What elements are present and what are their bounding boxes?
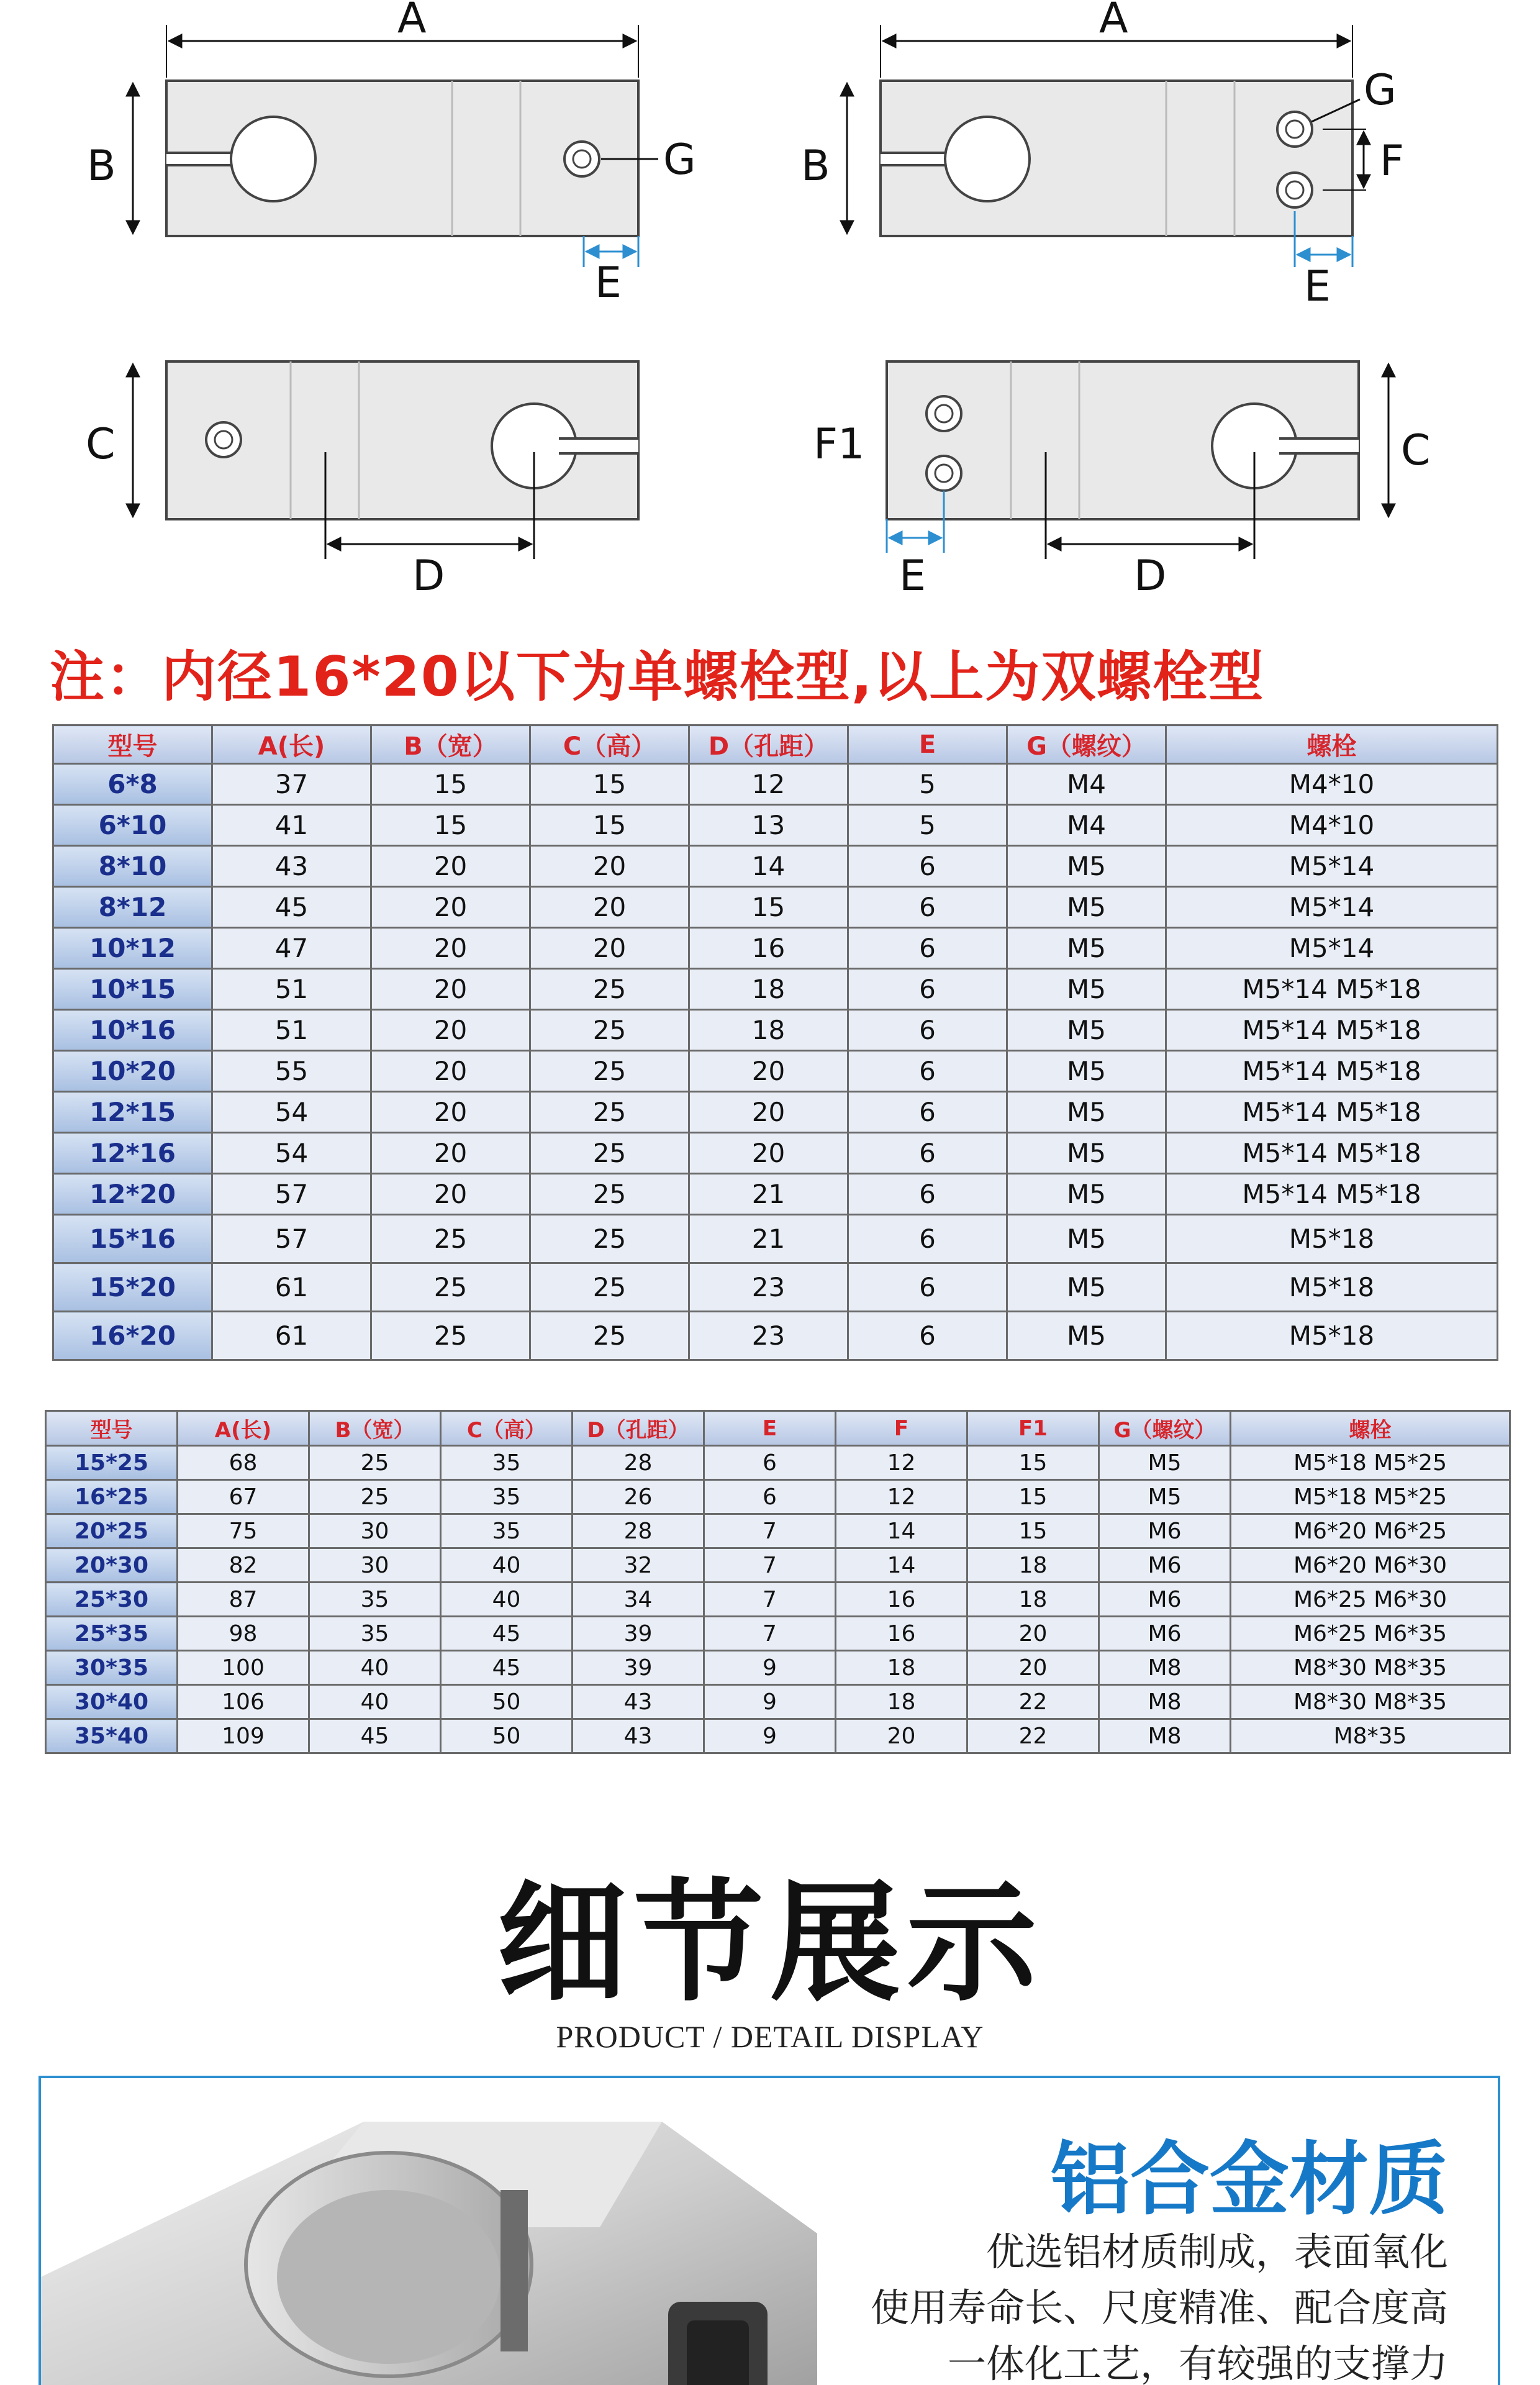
table-cell: 40	[309, 1651, 441, 1685]
table-cell: 6	[848, 846, 1007, 887]
model-cell: 8*12	[53, 887, 212, 928]
model-cell: 25*30	[46, 1583, 178, 1617]
model-cell: 6*8	[53, 764, 212, 805]
table-cell: M5	[1007, 1215, 1166, 1263]
feature-line-2: 使用寿命长、尺度精准、配合度高	[870, 2285, 1448, 2330]
table-cell: 25	[530, 1174, 689, 1215]
table-cell: M5*14 M5*18	[1166, 1010, 1498, 1051]
drawing-double-top	[801, 0, 1404, 311]
table-cell: 20	[371, 887, 530, 928]
detail-subtitle: PRODUCT / DETAIL DISPLAY	[556, 2019, 984, 2054]
table-row	[53, 1174, 1498, 1215]
table-row	[53, 928, 1498, 969]
table-cell: 35	[441, 1480, 573, 1514]
dim-label-d1: D	[412, 552, 445, 601]
table-cell: M6	[1099, 1514, 1231, 1548]
table-cell: M8	[1099, 1651, 1231, 1685]
table-cell: 87	[178, 1583, 309, 1617]
table-cell: 54	[212, 1092, 371, 1133]
model-cell: 10*16	[53, 1010, 212, 1051]
table-cell: M4*10	[1166, 805, 1498, 846]
table-cell: 35	[441, 1446, 573, 1480]
table-cell: 67	[178, 1480, 309, 1514]
table-row	[46, 1719, 1510, 1753]
table-cell: 18	[689, 1010, 848, 1051]
table-cell: 45	[212, 887, 371, 928]
model-cell: 12*15	[53, 1092, 212, 1133]
column-header: E	[704, 1411, 836, 1446]
table-cell: M8*30 M8*35	[1231, 1685, 1510, 1719]
table-cell: 6	[848, 1263, 1007, 1312]
table-header-row	[46, 1411, 1510, 1446]
table-cell: M5*18	[1166, 1215, 1498, 1263]
table-cell: 54	[212, 1133, 371, 1174]
dim-label-c2: C	[1401, 426, 1431, 475]
table-cell: 6	[848, 1010, 1007, 1051]
table-cell: 30	[309, 1514, 441, 1548]
model-cell: 10*15	[53, 969, 212, 1010]
table-cell: 9	[704, 1719, 836, 1753]
table-cell: M8*30 M8*35	[1231, 1651, 1510, 1685]
table-cell: 6	[848, 928, 1007, 969]
table-cell: M5*14 M5*18	[1166, 1174, 1498, 1215]
table-cell: 20	[371, 1174, 530, 1215]
table-cell: 43	[573, 1719, 704, 1753]
table-cell: M6*20 M6*30	[1231, 1548, 1510, 1583]
column-header: D（孔距）	[573, 1411, 704, 1446]
table-cell: 30	[309, 1548, 441, 1583]
clamp-photo	[41, 2078, 848, 2385]
feature-panel	[38, 2076, 1500, 2385]
model-cell: 20*30	[46, 1548, 178, 1583]
table-cell: 20	[967, 1651, 1099, 1685]
table-cell: 16	[689, 928, 848, 969]
table-cell: 9	[704, 1651, 836, 1685]
table-cell: 20	[530, 887, 689, 928]
table-cell: 6	[704, 1446, 836, 1480]
table-cell: 18	[689, 969, 848, 1010]
table-cell: 106	[178, 1685, 309, 1719]
table-cell: 32	[573, 1548, 704, 1583]
column-header: F	[836, 1411, 967, 1446]
model-cell: 15*20	[53, 1263, 212, 1312]
table-row	[53, 805, 1498, 846]
spec-table-double-bolt	[45, 1410, 1511, 1754]
model-cell: 15*16	[53, 1215, 212, 1263]
table-cell: M8	[1099, 1685, 1231, 1719]
table-row	[53, 764, 1498, 805]
table-cell: 25	[530, 1312, 689, 1360]
table-cell: 25	[530, 1092, 689, 1133]
table-cell: M5*14 M5*18	[1166, 969, 1498, 1010]
table-row	[53, 1312, 1498, 1360]
table-row	[53, 969, 1498, 1010]
table-cell: 25	[530, 1215, 689, 1263]
table-cell: 40	[309, 1685, 441, 1719]
table-cell: 20	[530, 928, 689, 969]
dim-label-d2: D	[1134, 552, 1167, 601]
table-cell: 15	[530, 764, 689, 805]
table-cell: 50	[441, 1719, 573, 1753]
detail-title: 细节展示	[496, 1866, 1043, 2019]
column-header: B（宽）	[309, 1411, 441, 1446]
table-cell: 20	[371, 1051, 530, 1092]
table-cell: M5*14	[1166, 887, 1498, 928]
table-cell: 20	[371, 1010, 530, 1051]
table-cell: 20	[371, 846, 530, 887]
table-cell: 75	[178, 1514, 309, 1548]
table-cell: 18	[836, 1651, 967, 1685]
table-cell: 18	[967, 1548, 1099, 1583]
feature-line-1: 优选铝材质制成，表面氧化	[985, 2229, 1448, 2274]
table-cell: M4	[1007, 805, 1166, 846]
table-cell: 25	[371, 1215, 530, 1263]
feature-title: 铝合金材质	[1050, 2133, 1448, 2226]
table-cell: 35	[309, 1583, 441, 1617]
table-cell: M5*14	[1166, 846, 1498, 887]
table-cell: 6	[848, 1051, 1007, 1092]
table-cell: 37	[212, 764, 371, 805]
column-header: 螺栓	[1231, 1411, 1510, 1446]
table-cell: M6	[1099, 1548, 1231, 1583]
dim-label-a1: A	[397, 0, 427, 43]
table-cell: M5	[1007, 846, 1166, 887]
table-row	[46, 1480, 1510, 1514]
dim-label-e3: E	[899, 552, 926, 601]
table-cell: M5*14 M5*18	[1166, 1051, 1498, 1092]
table-row	[46, 1514, 1510, 1548]
table-cell: 14	[836, 1548, 967, 1583]
column-header: 型号	[46, 1411, 178, 1446]
table-cell: 6	[848, 1312, 1007, 1360]
column-header: C（高）	[530, 725, 689, 764]
table-cell: 43	[573, 1685, 704, 1719]
table-cell: 20	[371, 928, 530, 969]
table-cell: 98	[178, 1617, 309, 1651]
table-cell: 51	[212, 969, 371, 1010]
table-cell: 12	[836, 1446, 967, 1480]
table-cell: 25	[530, 1051, 689, 1092]
spec-table-single-bolt	[52, 724, 1498, 1361]
table-cell: 5	[848, 805, 1007, 846]
table-cell: M4*10	[1166, 764, 1498, 805]
table-cell: 7	[704, 1617, 836, 1651]
table-row	[53, 1010, 1498, 1051]
table-cell: 41	[212, 805, 371, 846]
column-header: A(长)	[178, 1411, 309, 1446]
column-header: E	[848, 725, 1007, 764]
table-cell: M5	[1007, 887, 1166, 928]
model-cell: 15*25	[46, 1446, 178, 1480]
model-cell: 12*20	[53, 1174, 212, 1215]
table-header-row	[53, 725, 1498, 764]
table-cell: 18	[836, 1685, 967, 1719]
model-cell: 10*20	[53, 1051, 212, 1092]
model-cell: 25*35	[46, 1617, 178, 1651]
table-cell: 45	[441, 1617, 573, 1651]
table-cell: M5	[1007, 1174, 1166, 1215]
dim-label-e1: E	[595, 258, 622, 307]
table-cell: 6	[848, 969, 1007, 1010]
table-cell: M4	[1007, 764, 1166, 805]
table-cell: 21	[689, 1215, 848, 1263]
table-cell: 21	[689, 1174, 848, 1215]
dim-label-b1: B	[87, 142, 116, 191]
table-cell: 40	[441, 1548, 573, 1583]
table-cell: 35	[309, 1617, 441, 1651]
table-cell: M5	[1099, 1446, 1231, 1480]
column-header: C（高）	[441, 1411, 573, 1446]
table-cell: M5	[1007, 1010, 1166, 1051]
table-cell: 25	[371, 1312, 530, 1360]
bolt-type-note: 注：内径16*20以下为单螺栓型,以上为双螺栓型	[50, 645, 1265, 709]
table-cell: M6*25 M6*30	[1231, 1583, 1510, 1617]
column-header: A(长)	[212, 725, 371, 764]
model-cell: 10*12	[53, 928, 212, 969]
table-cell: 25	[530, 1010, 689, 1051]
table-row	[53, 1263, 1498, 1312]
table-cell: M5*18 M5*25	[1231, 1446, 1510, 1480]
table-cell: M5*14 M5*18	[1166, 1092, 1498, 1133]
table-cell: 23	[689, 1263, 848, 1312]
table-cell: M5	[1007, 969, 1166, 1010]
table-cell: 20	[836, 1719, 967, 1753]
table-cell: 14	[836, 1514, 967, 1548]
column-header: G（螺纹）	[1099, 1411, 1231, 1446]
table-cell: M8*35	[1231, 1719, 1510, 1753]
table-row	[46, 1446, 1510, 1480]
table-cell: 68	[178, 1446, 309, 1480]
table-cell: 6	[848, 1133, 1007, 1174]
dimension-drawings	[0, 0, 1540, 621]
table-cell: M6	[1099, 1617, 1231, 1651]
table-cell: 6	[848, 887, 1007, 928]
table-cell: 20	[689, 1051, 848, 1092]
dim-label-g2: G	[1364, 66, 1397, 115]
table-cell: 6	[848, 1092, 1007, 1133]
model-cell: 30*40	[46, 1685, 178, 1719]
table-cell: M5	[1007, 1051, 1166, 1092]
table-row	[53, 887, 1498, 928]
table-cell: 35	[441, 1514, 573, 1548]
table-cell: M5	[1007, 928, 1166, 969]
table-cell: 12	[836, 1480, 967, 1514]
table-row	[53, 1051, 1498, 1092]
table-cell: M6*20 M6*25	[1231, 1514, 1510, 1548]
dim-label-g1: G	[663, 135, 696, 184]
table-row	[46, 1685, 1510, 1719]
table-cell: 39	[573, 1617, 704, 1651]
table-cell: 13	[689, 805, 848, 846]
table-row	[53, 1092, 1498, 1133]
table-cell: 15	[371, 764, 530, 805]
table-cell: 47	[212, 928, 371, 969]
table-cell: 15	[371, 805, 530, 846]
model-cell: 16*25	[46, 1480, 178, 1514]
table-cell: 15	[967, 1480, 1099, 1514]
table-row	[46, 1583, 1510, 1617]
column-header: G（螺纹）	[1007, 725, 1166, 764]
table-row	[53, 1133, 1498, 1174]
table-cell: 20	[371, 1092, 530, 1133]
table-cell: 9	[704, 1685, 836, 1719]
table-cell: 20	[689, 1092, 848, 1133]
table-cell: 25	[371, 1263, 530, 1312]
dim-label-c1: C	[86, 420, 116, 469]
table-cell: 16	[836, 1583, 967, 1617]
table-cell: M5	[1007, 1133, 1166, 1174]
table-cell: 7	[704, 1583, 836, 1617]
table-row	[53, 846, 1498, 887]
table-cell: 50	[441, 1685, 573, 1719]
table-cell: 34	[573, 1583, 704, 1617]
table-cell: 40	[441, 1583, 573, 1617]
table-cell: 45	[441, 1651, 573, 1685]
table-cell: 20	[530, 846, 689, 887]
table-cell: M5	[1007, 1263, 1166, 1312]
table-cell: 57	[212, 1215, 371, 1263]
drawing-double-side	[813, 361, 1430, 601]
table-cell: 20	[967, 1617, 1099, 1651]
table-cell: M5*18	[1166, 1263, 1498, 1312]
table-cell: M5*18 M5*25	[1231, 1480, 1510, 1514]
column-header: D（孔距）	[689, 725, 848, 764]
table-cell: 61	[212, 1263, 371, 1312]
table-cell: 109	[178, 1719, 309, 1753]
dim-label-f: F	[1380, 137, 1405, 186]
model-cell: 30*35	[46, 1651, 178, 1685]
table-cell: M5*14	[1166, 928, 1498, 969]
table-cell: 6	[704, 1480, 836, 1514]
table-cell: 39	[573, 1651, 704, 1685]
model-cell: 12*16	[53, 1133, 212, 1174]
table-cell: 20	[371, 969, 530, 1010]
model-cell: 6*10	[53, 805, 212, 846]
table-row	[46, 1548, 1510, 1583]
model-cell: 16*20	[53, 1312, 212, 1360]
table-row	[53, 1215, 1498, 1263]
column-header: B（宽）	[371, 725, 530, 764]
drawing-single-top	[87, 0, 696, 307]
table-cell: 25	[530, 1263, 689, 1312]
table-cell: 12	[689, 764, 848, 805]
table-cell: 51	[212, 1010, 371, 1051]
table-cell: 22	[967, 1685, 1099, 1719]
column-header: F1	[967, 1411, 1099, 1446]
table-cell: 57	[212, 1174, 371, 1215]
table-cell: 23	[689, 1312, 848, 1360]
model-cell: 8*10	[53, 846, 212, 887]
table-cell: M6*25 M6*35	[1231, 1617, 1510, 1651]
table-cell: 15	[967, 1514, 1099, 1548]
model-cell: 20*25	[46, 1514, 178, 1548]
table-cell: 26	[573, 1480, 704, 1514]
table-cell: 15	[967, 1446, 1099, 1480]
table-cell: 15	[689, 887, 848, 928]
feature-line-3: 一体化工艺，有较强的支撑力	[947, 2341, 1448, 2385]
table-cell: 82	[178, 1548, 309, 1583]
table-cell: M5*14 M5*18	[1166, 1133, 1498, 1174]
table-cell: 25	[530, 969, 689, 1010]
column-header: 型号	[53, 725, 212, 764]
table-cell: 100	[178, 1651, 309, 1685]
dim-label-f1: F1	[813, 420, 865, 469]
table-cell: 16	[836, 1617, 967, 1651]
table-cell: 7	[704, 1514, 836, 1548]
table-cell: M6	[1099, 1583, 1231, 1617]
table-cell: 20	[689, 1133, 848, 1174]
table-cell: 55	[212, 1051, 371, 1092]
table-cell: 5	[848, 764, 1007, 805]
table-cell: 28	[573, 1446, 704, 1480]
table-cell: 6	[848, 1174, 1007, 1215]
column-header: 螺栓	[1166, 725, 1498, 764]
table-cell: 7	[704, 1548, 836, 1583]
table-cell: 18	[967, 1583, 1099, 1617]
table-cell: 45	[309, 1719, 441, 1753]
dim-label-b2: B	[801, 142, 830, 191]
table-cell: 25	[530, 1133, 689, 1174]
dim-label-e2: E	[1304, 262, 1331, 311]
table-cell: M5*18	[1166, 1312, 1498, 1360]
table-row	[46, 1651, 1510, 1685]
table-cell: 15	[530, 805, 689, 846]
drawing-single-side	[86, 361, 638, 601]
table-cell: 25	[309, 1480, 441, 1514]
table-cell: 61	[212, 1312, 371, 1360]
table-cell: 28	[573, 1514, 704, 1548]
table-cell: 22	[967, 1719, 1099, 1753]
dim-label-a2: A	[1099, 0, 1128, 43]
table-cell: M8	[1099, 1719, 1231, 1753]
model-cell: 35*40	[46, 1719, 178, 1753]
table-cell: 43	[212, 846, 371, 887]
table-cell: M5	[1099, 1480, 1231, 1514]
table-cell: M5	[1007, 1312, 1166, 1360]
table-cell: M5	[1007, 1092, 1166, 1133]
table-row	[46, 1617, 1510, 1651]
table-cell: 6	[848, 1215, 1007, 1263]
table-cell: 25	[309, 1446, 441, 1480]
table-cell: 20	[371, 1133, 530, 1174]
table-cell: 14	[689, 846, 848, 887]
